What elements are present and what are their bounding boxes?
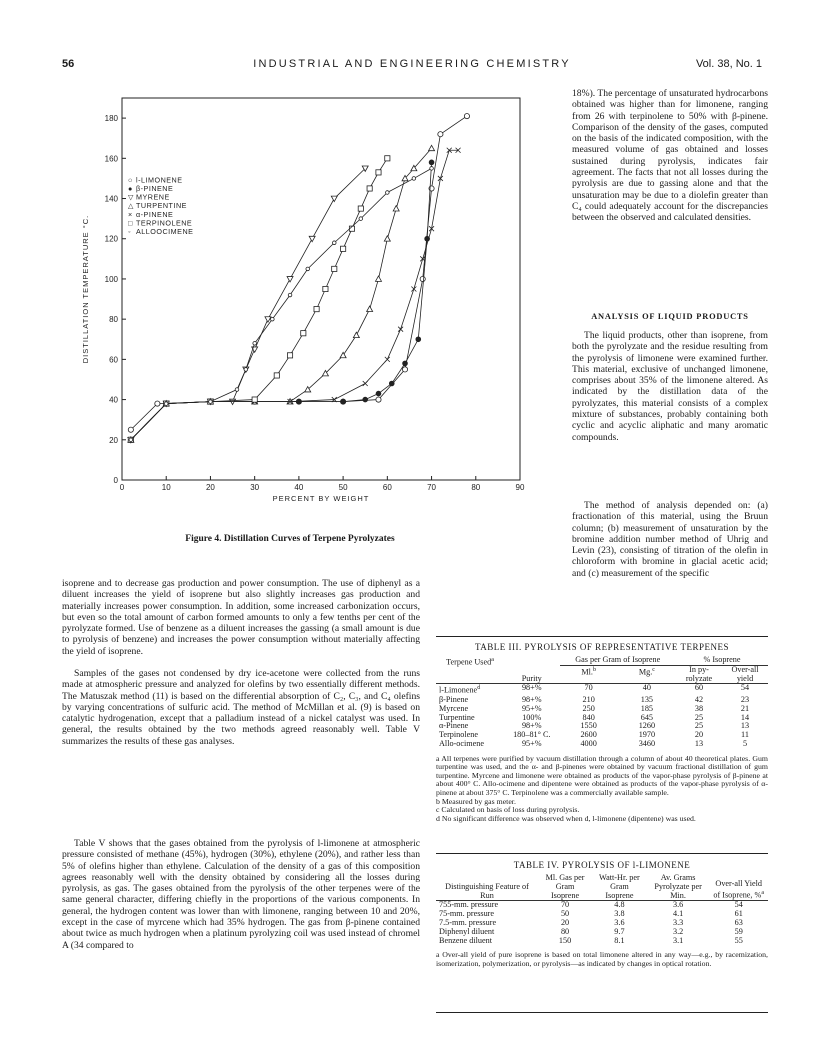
point-turpentine <box>340 352 346 357</box>
point-pinene <box>416 337 421 342</box>
y-axis-label: DISTILLATION TEMPERATURE °C. <box>81 214 90 364</box>
point-pinene <box>429 160 434 165</box>
point-l-limonene <box>376 397 381 402</box>
table3-cell: Myrcene <box>439 703 469 713</box>
legend-label-alloocimene: ALLOOCIMENE <box>136 227 194 237</box>
legend-marker-pinene: × <box>128 209 133 219</box>
paragraph-analysis-method: The method of analysis depended on: (a) fractionation of this material, using the Bruun column; (b) measurement of unsaturation by the bromine addition number method of Uhrig and Levin (23), consisting of titration of the olefin in chloroform with bromine in glacial acetic acid; and (c) measurement of the specific <box>572 500 768 579</box>
table3-head-overall: Over-all yield <box>731 664 759 683</box>
point-turpentine <box>384 236 390 241</box>
point-terpinolene <box>287 353 292 358</box>
y-tick-label: 120 <box>104 234 118 244</box>
table3-head-mg <box>618 665 676 684</box>
table3-footnote: c Calculated on basis of loss during pyrolysis. <box>436 805 580 815</box>
legend-marker-myrene: ▽ <box>128 192 134 202</box>
x-tick-label: 40 <box>294 483 304 492</box>
y-tick-label: 40 <box>109 395 118 405</box>
table3-row <box>436 696 768 705</box>
table3-footnote: a All terpenes were purified by vacuum distillation through a column of about 40 theoretical plates. Gum turpentine was used, and the α- and β-pinenes were obtained by vacuum fractional distillation of gum turpentine. Myrcene and limonene were obtained as products of the vapor-phase pyrolysis of β-pinene at about 400° C. Allo-ocimene and dipentene were obtained as products of the vapor-phase pyrolysis of α-pinene at about 375° C. Terpinolene was a commercially available sample. <box>436 753 768 798</box>
table3-cell: 95+% <box>521 738 542 748</box>
point-l-limonene <box>438 132 443 137</box>
section-heading-analysis: ANALYSIS OF LIQUID PRODUCTS <box>591 312 749 321</box>
legend-marker-terpinolene: □ <box>128 218 133 228</box>
point-alloocimene <box>306 267 310 271</box>
x-tick-label: 80 <box>471 483 481 492</box>
point-terpinolene <box>367 186 372 191</box>
table4-cell: 4.8 <box>614 900 625 910</box>
point-pinene <box>363 381 368 386</box>
table3-cell: Terpinolene <box>439 730 478 740</box>
point-pinene <box>398 327 403 332</box>
table3-cell: 4000 <box>580 738 597 748</box>
table3-cell: 180–81° C. <box>513 730 551 740</box>
point-terpinolene <box>358 206 363 211</box>
point-alloocimene <box>430 167 434 171</box>
table3-cell: 210 <box>582 694 595 704</box>
point-alloocimene <box>209 400 213 404</box>
table4-head-cell: Distinguishing Feature of Run <box>445 881 529 900</box>
table3-cell: 250 <box>582 703 595 713</box>
distillation-chart <box>62 84 540 504</box>
table4 <box>436 874 768 969</box>
point-alloocimene <box>253 341 257 345</box>
table4-cell: 3.2 <box>672 926 684 936</box>
table3-body <box>436 684 768 749</box>
table4-body <box>436 901 768 945</box>
table4-cell: 755-mm. pressure <box>439 900 499 910</box>
table4-cell: 20 <box>560 917 570 927</box>
paragraph-gas-samples: Samples of the gases not condensed by dry ice-acetone were collected from the runs made at atmospheric pressure and analyzed for olefins by two essentially different methods. The Matuszak method (11) is based on the differential absorption of C₂, C₃, and C₄ olefins by varying concentrations of sulfuric acid. The method of McMillan et al. (9) is based on catalytic hydrogenation, except that a palladium instead of a nickel catalyst was used. In general, the results obtained by the two methods agreed reasonably well. Table V summarizes the results of these gas analyses. <box>62 668 420 747</box>
table3-cell: 840 <box>582 712 595 722</box>
point-myrene <box>309 236 315 241</box>
point-alloocimene <box>164 402 168 406</box>
table3-cell: 95+% <box>521 703 542 713</box>
table4-overall-sup: a <box>761 889 765 896</box>
table4-cell: 3.6 <box>614 917 625 927</box>
point-terpinolene <box>385 156 390 161</box>
table4-cell: 70 <box>560 900 570 910</box>
paragraph-gases-continued: 18%). The percentage of unsaturated hydrocarbons obtained was higher than for limonene, ranging from 26 with terpinolene to 50% with β-pinene. Comparison of the density of the gases, computed on the basis of the indicated composition, with the measured volume of gas obtained and losses sustained during pyrolysis, indicates fair agreement. The facts that not all losses during the pyrolysis are due to gassing alone and that the unsaturation may be due to a diolefin greater than C₄ could adequately account for the discrepancies between the observed and calculated densities. <box>572 88 768 224</box>
table3-top-rule <box>436 636 768 637</box>
table3-cell: 13 <box>740 721 750 731</box>
table4-cell: 55 <box>734 935 743 945</box>
paragraph-table-v: Table V shows that the gases obtained from the pyrolysis of l-limonene at atmospheric pressure consisted of methane (45%), hydrogen (30%), ethylene (20%), and rather less than 5% of olefins higher than ethylene. Calculation of the density of a gas of this composition agrees reasonably well with the density obtained by considering all the losses during pyrolysis, as gas. The gases obtained from the pyrolysis of the other terpenes were of the same general character, differing chiefly in the proportions of the various components. In general, the hydrogen content was lower than with limonene, ranging between 10 and 20%, except in the case of myrcene which had 35% hydrogen. The gas from β-pinene contained about twice as much hydrogen when a platinum pyrolyzing coil was used instead of chromel A (34 compared to <box>62 838 420 951</box>
table4-cell: 61 <box>734 909 743 919</box>
point-myrene <box>331 196 337 201</box>
point-myrene <box>287 277 293 282</box>
table3-cell: 98+% <box>521 721 542 731</box>
point-l-limonene <box>464 113 469 118</box>
x-tick-label: 50 <box>338 483 348 492</box>
point-terpinolene <box>252 397 257 402</box>
legend-label-pinene: α-PINENE <box>136 209 174 219</box>
x-tick-label: 60 <box>382 483 392 492</box>
table4-cell: 54 <box>734 900 743 910</box>
series-line-pinene <box>131 150 458 440</box>
point-pinene <box>389 381 394 386</box>
table3-cell: 21 <box>740 703 750 713</box>
figure-4 <box>62 84 540 504</box>
table4-grid <box>436 874 768 945</box>
table4-cell: 75-mm. pressure <box>439 909 495 919</box>
point-terpinolene <box>332 266 337 271</box>
figure-caption: Figure 4. Distillation Curves of Terpene Pyrolyzates <box>185 534 395 544</box>
point-myrene <box>265 317 271 322</box>
point-l-limonene <box>402 367 407 372</box>
table4-cell: 9.7 <box>614 926 625 936</box>
table3-cell: l-Limonene$^d$ <box>439 685 481 696</box>
point-alloocimene <box>288 293 292 297</box>
table3-title: TABLE III. PYROLYSIS OF REPRESENTATIVE TERPENES <box>474 642 729 652</box>
table3-cell: 5 <box>742 738 748 748</box>
table3-cell: 23 <box>740 694 750 704</box>
table4-note: a Over-all yield of pure isoprene is based on total limonene altered in any way—e.g., by racemization, isomerization, polymerization, or pyrolysis—as indicated by changes in optical rotation. <box>436 950 768 968</box>
table4-cell: 3.6 <box>672 900 684 910</box>
x-axis-label: PERCENT BY WEIGHT <box>272 494 370 503</box>
point-turpentine <box>429 145 435 150</box>
point-pinene <box>411 287 416 292</box>
table4-cell: 7.5-mm. pressure <box>439 917 497 927</box>
table3-head-terpene-sup: a <box>491 657 494 663</box>
table3-cell: 1970 <box>638 730 656 740</box>
point-terpinolene <box>301 331 306 336</box>
table3-cell: 25 <box>694 712 704 722</box>
point-pinene <box>376 391 381 396</box>
y-tick-label: 0 <box>113 476 118 485</box>
x-tick-label: 70 <box>427 483 437 492</box>
table4-head-cell: Av. Grams Pyrolyzate per Min. <box>654 873 702 900</box>
page-number: 56 <box>62 58 75 70</box>
table3-cell: 1550 <box>580 721 597 731</box>
legend-marker-alloocimene: ◦ <box>128 227 131 237</box>
point-pinene <box>385 357 390 362</box>
point-alloocimene <box>412 177 416 181</box>
table3-cell: 60 <box>694 683 704 693</box>
table4-bottom-rule <box>436 1012 768 1013</box>
table3-cell: 1260 <box>638 721 656 731</box>
y-tick-label: 140 <box>104 194 118 204</box>
x-tick-label: 0 <box>119 483 125 492</box>
y-tick-label: 60 <box>109 355 118 365</box>
table4-cell: 3.1 <box>672 935 684 945</box>
table3-row <box>436 684 768 696</box>
table3-cell: 3460 <box>638 738 656 748</box>
point-terpinolene <box>274 373 279 378</box>
point-alloocimene <box>129 438 133 442</box>
table3-row <box>436 705 768 714</box>
table3-cell: 13 <box>694 738 704 748</box>
paragraph-isoprene-diluent: isoprene and to decrease gas production and power consumption. The use of diphenyl as a diluent increases the yield of isoprene but also slightly increases gas production and materially increases power consumption. In addition, some increased carbonization occurs, but even so the total amount of carbon formed amounts to only a few tenths per cent of the pyrolyzate formed. Use of benzene as a diluent increases the gassing (a small amount is due to pyrolysis of benzene) and increases the power consumption without materially affecting the yield of isoprene. <box>62 578 420 657</box>
table3-row <box>436 731 768 740</box>
legend-marker-pinene: ● <box>128 184 133 194</box>
table4-cell: 3.8 <box>614 909 625 919</box>
table3-cell: 98+% <box>521 694 542 704</box>
y-tick-label: 180 <box>104 114 118 124</box>
table3-head-purity: Purity <box>521 673 542 683</box>
plot-frame <box>122 98 520 480</box>
table3-cell: 42 <box>694 694 704 704</box>
point-turpentine <box>353 332 359 337</box>
table3-cell: 40 <box>642 683 651 693</box>
y-tick-label: 100 <box>104 274 118 284</box>
series-line-l-limonene <box>131 116 467 430</box>
table3-limonene-sup: d <box>477 685 481 692</box>
table4-cell: 150 <box>558 935 572 945</box>
table3-head-terpene <box>436 656 504 684</box>
table3-head-ml <box>560 665 618 684</box>
table3-head-terpene-text: Terpene Used <box>446 657 492 667</box>
table3-head-gas: Gas per Gram of Isoprene <box>560 656 676 665</box>
table3-notes <box>436 755 768 824</box>
table4-cell: 80 <box>560 926 570 936</box>
table4-head-cell: Ml. Gas per Gram Isoprene <box>545 873 585 900</box>
table3-cell: 645 <box>640 712 654 722</box>
legend-label-l-limonene: l-LIMONENE <box>136 175 183 185</box>
table3-head-inpy: In py- rolyzate <box>685 664 713 683</box>
point-terpinolene <box>323 286 328 291</box>
table3-cell: Turpentine <box>439 712 475 722</box>
table3-cell: 14 <box>740 712 750 722</box>
table3-footnote: d No significant difference was observed when d, l-limonene (dipentene) was used. <box>436 813 696 823</box>
y-tick-label: 20 <box>109 435 118 445</box>
table3-cell: 38 <box>694 703 704 713</box>
legend-label-pinene: β-PINENE <box>136 184 174 194</box>
table3-cell: β-Pinene <box>439 694 469 704</box>
table4-head-cell: Watt-Hr. per Gram Isoprene <box>599 873 640 900</box>
point-pinene <box>341 399 346 404</box>
table3-cell: 25 <box>694 721 704 731</box>
legend-label-terpinolene: TERPINOLENE <box>136 218 193 228</box>
table4-cell: 3.3 <box>672 917 684 927</box>
table3-row <box>436 714 768 723</box>
table4-cell: Diphenyl diluent <box>439 926 495 936</box>
point-alloocimene <box>359 217 363 221</box>
table3-cell: 98+% <box>521 683 542 693</box>
table3-cell: 54 <box>740 683 750 693</box>
point-pinene <box>363 397 368 402</box>
point-l-limonene <box>128 427 133 432</box>
x-tick-label: 30 <box>250 483 260 492</box>
y-tick-label: 160 <box>104 154 118 164</box>
table4-cell: 50 <box>560 909 570 919</box>
paragraph-liquid-products: The liquid products, other than isoprene, from both the pyrolyzate and the residue resulting from the pyrolysis of limonene were examined further. This material, exclusive of unchanged limonene, comprises about 35% of the limonene altered. As indicated by the distillation data of the pyrolyzates, this material consists of a complex mixture of substances, probably containing both cyclic and acyclic aliphatic and many aromatic compounds. <box>572 330 768 443</box>
table3-head-ml-text: Ml. <box>581 667 593 677</box>
x-tick-label: 20 <box>205 483 215 492</box>
point-terpinolene <box>376 170 381 175</box>
volume-issue: Vol. 38, No. 1 <box>695 58 762 70</box>
table4-head-cell: Over-all Yield of Isoprene, %$^a$ <box>713 879 765 900</box>
table3-head-ml-sup: b <box>592 666 596 673</box>
table3-row <box>436 722 768 731</box>
point-terpinolene <box>341 246 346 251</box>
table3-footnote: b Measured by gas meter. <box>436 796 516 806</box>
point-pinene <box>403 361 408 366</box>
table3-cell: 135 <box>640 694 654 704</box>
point-alloocimene <box>271 317 275 321</box>
table3-head-mg-text: Mg. <box>638 667 653 677</box>
table3-cell: 185 <box>640 703 654 713</box>
legend-label-turpentine: TURPENTINE <box>136 201 187 211</box>
table4-cell: 8.1 <box>614 935 625 945</box>
point-alloocimene <box>235 388 239 392</box>
table3-cell: 100% <box>522 712 542 722</box>
x-tick-label: 10 <box>161 483 171 492</box>
point-terpinolene <box>314 307 319 312</box>
table3-head-isoprene: % Isoprene <box>676 656 768 665</box>
point-turpentine <box>375 276 381 281</box>
table4-cell: 63 <box>734 917 743 927</box>
table4-row <box>436 937 768 946</box>
table3-row <box>436 740 768 749</box>
table3-head-mg-sup: c <box>652 666 655 673</box>
table3-cell: Allo-ocimene <box>439 738 485 748</box>
table4-header-row <box>436 874 768 901</box>
table4-top-rule <box>436 853 768 854</box>
table4-title: TABLE IV. PYROLYSIS OF l-LIMONENE <box>513 860 691 870</box>
point-l-limonene <box>420 276 425 281</box>
table3-cell: α-Pinene <box>439 721 469 731</box>
y-tick-label: 80 <box>109 315 118 325</box>
x-tick-label: 90 <box>515 483 525 492</box>
legend-marker-l-limonene: ○ <box>128 175 133 185</box>
point-alloocimene <box>244 368 248 372</box>
table4-cell: 59 <box>734 926 743 936</box>
point-alloocimene <box>332 241 336 245</box>
table4-cell: Benzene diluent <box>439 935 492 945</box>
table3-cell: 2600 <box>580 730 597 740</box>
legend-marker-turpentine: △ <box>128 201 134 211</box>
table3-cell: 20 <box>694 730 704 740</box>
journal-title: INDUSTRIAL AND ENGINEERING CHEMISTRY <box>253 58 571 70</box>
page-header <box>62 58 762 74</box>
table3-cell: 70 <box>584 683 593 693</box>
point-alloocimene <box>386 191 390 195</box>
point-turpentine <box>393 206 399 211</box>
point-turpentine <box>367 306 373 311</box>
point-l-limonene <box>155 401 160 406</box>
table4-cell: 4.1 <box>672 909 684 919</box>
legend-label-myrene: MYRENE <box>136 192 170 202</box>
table3 <box>436 656 768 823</box>
table3-grid <box>436 656 768 749</box>
table3-cell: 11 <box>741 730 749 740</box>
